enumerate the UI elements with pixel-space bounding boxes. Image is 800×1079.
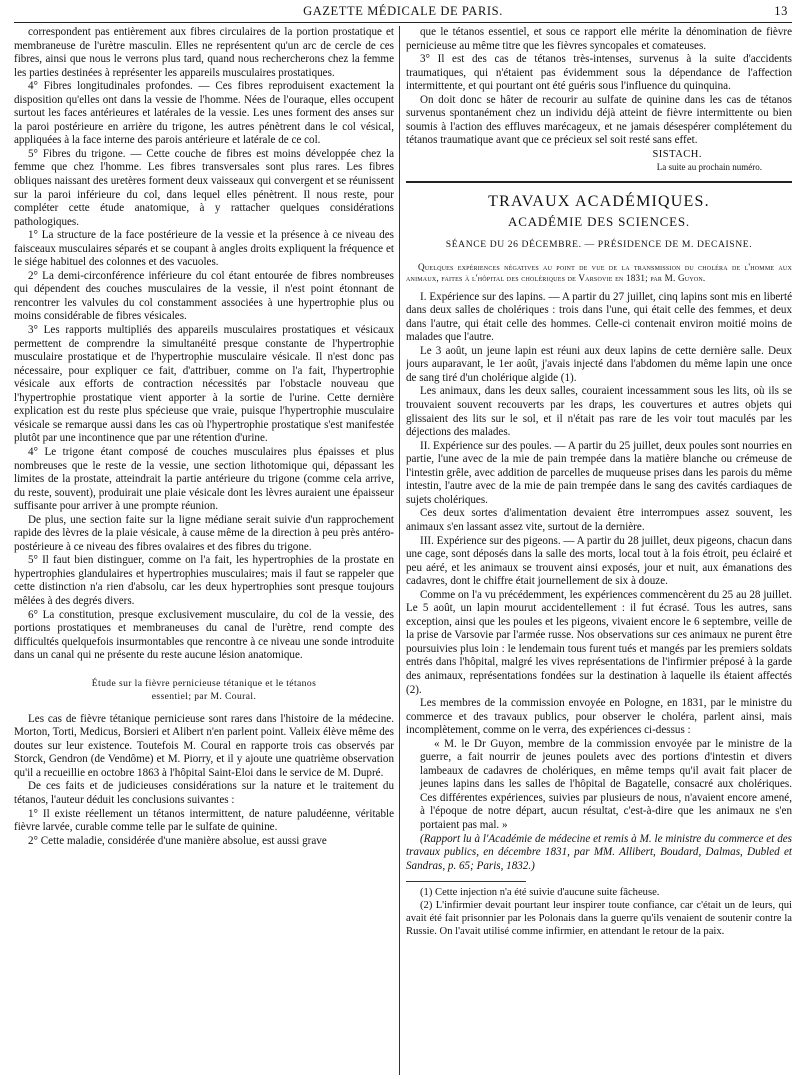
footnote: (2) L'infirmier devait pourtant leur inspirer toute confiance, car c'était un de leurs, qui avait été fait prisonnier par les Polonais dans la guerre qu'ils venaient de soutenir contre la Russie. On l'avait utilisé comme infirmier, en attendant le retour de la paix.	[406, 900, 792, 938]
paragraph: III. Expérience sur des pigeons. — A partir du 28 juillet, deux pigeons, chacun dans une cage, sont déposés dans la salle des morts, local tout à la fois étroit, peu éclairé et peu aéré, et les animaux se trouvent ainsi exposés, jour et nuit, aux émanations des cadavres, dont le chiffre était journellement de six à douze.	[406, 534, 792, 588]
paragraph: Ces deux sortes d'alimentation devaient être interrompues assez souvent, les animaux s'en lassant assez vite, surtout de la dernière.	[406, 507, 792, 533]
paragraph: On doit donc se hâter de recourir au sulfate de quinine dans les cas de tétanos survenus spontanément chez un individu déjà atteint de fièvre intermittente ou bien soumis à l'action des effluves marécageux, et ne jamais désespérer complétement du tétanos traumatique avant que ce précieux sel soit resté sans effet.	[406, 93, 792, 147]
paragraph: 6° La constitution, presque exclusivement musculaire, du col de la vessie, des portions prostatiques et membraneuses du canal de l'urètre, rend compte des difficultés quelquefois insurmontables que rencontre à ce niveau une sonde introduite dans un canal qui ne présente du reste aucune lésion anatomique.	[14, 608, 394, 662]
article-title-line: Étude sur la fièvre pernicieuse tétanique et le tétanos	[91, 677, 317, 689]
right-column	[406, 26, 792, 1075]
paragraph: 2° Cette maladie, considérée d'une manière absolue, est aussi grave	[28, 834, 327, 847]
report-reference: (Rapport lu à l'Académie de médecine et remis à M. le ministre du commerce et des travaux publics, en décembre 1831, par MM. Allibert, Boudard, Dalmas, Dubled et Sandras, p. 65; Paris, 1832.)	[406, 832, 792, 872]
paragraph: II. Expérience sur des poules. — A partir du 25 juillet, deux poules sont nourries en partie, l'une avec de la mie de pain trempée dans la matière blanche ou crémeuse de l'intestin grêle, avec addition de parcelles de muqueuse prises dans les parois du même intestin, l'autre avec de la mie de pain trempée dans le sang des cavités cardiaques de sujets cholériques.	[406, 439, 792, 506]
paragraph: 1° La structure de la face postérieure de la vessie et la présence à ce niveau des faisceaux musculaires séparés et se coupant à angles droits expliquent la fréquence et le siége habituel des colonnes et des vacuoles.	[14, 229, 394, 269]
running-head	[14, 0, 792, 23]
paragraph: 5° Fibres du trigone. — Cette couche de fibres est moins développée chez la femme que chez l'homme. Les fibres transversales sont plus rares. Les fibres obliques naissant des uretères forment deux vaisseaux qui convergent et se réunissent sur la paroi inférieure du col, dans lequel elles pénètrent. Il nous reste, pour compléter cette étude anatomique, à y rattacher quelques considérations pathologiques.	[14, 147, 394, 228]
academy-title: ACADÉMIE DES SCIENCES.	[508, 213, 690, 229]
columns	[14, 26, 792, 1075]
quotation: « M. le Dr Guyon, membre de la commission envoyée par le ministre de la guerre, a fait nourrir de jeunes poulets avec des portions d'intestin et divers lambeaux de cadavres de cholériques, en même temps qu'il avait fait placer de jeunes lapins dans les salles de l'hôpital de Bagatelle, consacré aux cholériques. Ces différentes expériences, suivies par plusieurs de nous, n'avaient encore amené, à l'époque de notre départ, aucun résultat, c'est-à-dire que les animaux ne s'en portaient pas mal. »	[420, 737, 792, 831]
article-heading: Quelques expériences négatives au point de vue de la transmission du choléra de l'homme aux animaux, faites à l'hôpital des cholériques de Varsovie en 1831; par M. Guyon.	[406, 261, 792, 284]
paragraph: Les cas de fièvre tétanique pernicieuse sont rares dans l'histoire de la médecine. Morton, Torti, Medicus, Borsieri et Alibert n'en parlent point. Valleix élève même des doutes sur leur existence. Toutefois M. Coural en rapporte trois cas observés par Storck, Gendron (de Vendôme) et M. Piorry, et il y ajoute une quatrième observation qu'il a recueillie en octobre 1863 à l'hôpital Saint-Eloi dans le service de M. Dupré.	[14, 712, 394, 779]
session-line: SÉANCE DU 26 DÉCEMBRE. — PRÉSIDENCE DE M. DECAISNE.	[445, 239, 753, 251]
section-title: TRAVAUX ACADÉMIQUES.	[488, 193, 710, 211]
footnote: (1) Cette injection n'a été suivie d'aucune suite fâcheuse.	[420, 887, 660, 899]
paragraph: 4° Le trigone étant composé de couches musculaires plus épaisses et plus nombreuses que le reste de la vessie, une section lithotomique qui, dépassant les limites de la prostate, atteindrait la partie antérieure du trigone (comme cela arrive, du reste, souvent), produirait une plaie vésicale dont les lèvres auraient une épaisseur suffisante pour arriver à une prompte réunion.	[14, 445, 394, 513]
paragraph: 3° Les rapports multipliés des appareils musculaires prostatiques et vésicaux permettent de comprendre la simultanéité presque constante de l'hypertrophie musculaire prostatique et de l'hypertrophie musculaire vésicale. Il n'est donc pas nécessaire, pour expliquer ce fait, d'attribuer, comme on l'a fait, l'hypertrophie vésicale aux efforts de contraction nécessités par l'obstacle nouveau que l'hypertrophie prostatique vient apporter à la sortie de l'urine. Cette dernière explication est du reste plus spécieuse que vraie, puisque l'hypertrophie musculaire vésicale se remarque aussi dans les cas où l'hypertrophie prostatique s'est manifestée plutôt par une incontinence que par une rétention d'urine.	[14, 324, 394, 445]
paragraph: Le 3 août, un jeune lapin est réuni aux deux lapins de cette dernière salle. Deux jours auparavant, le 1er août, j'avais injecté dans l'abdomen du même lapin une once de sang tiré d'un cholérique algide (1).	[406, 344, 792, 384]
article-title	[14, 677, 394, 703]
paragraph: correspondent pas entièrement aux fibres circulaires de la portion prostatique et membraneuse de l'urètre masculin. Elles ne représentent qu'un arc de cercle de ces fibres, ainsi que nous le verrons plus tard, quand nous rechercherons chez la femme les parties destinées à représenter les appareils musculaires prostatiques.	[14, 26, 394, 79]
section-divider	[406, 181, 792, 183]
author-signature: SISTACH.	[652, 148, 702, 160]
paragraph: 3° Il est des cas de tétanos très-intenses, survenus à la suite d'accidents traumatiques, qui n'étaient pas évidemment sous la dépendance de l'affection intermittente, et qui pourtant ont été guéris sous l'influence du quinquina.	[406, 53, 792, 93]
page-number: 13	[774, 4, 788, 18]
paragraph: 1° Il existe réellement un tétanos intermittent, de nature paludéenne, véritable fièvre larvée, curable comme telle par le sulfate de quinine.	[14, 807, 394, 834]
continued-note: La suite au prochain numéro.	[656, 162, 762, 173]
paragraph: 5° Il faut bien distinguer, comme on l'a fait, les hypertrophies de la prostate en hypertrophies glandulaires et hypertrophies musculaires; mais il faut se rappeler que cette distinction n'a rien d'absolu, car les deux hypertrophies sont presque toujours mêlées à des degrés divers.	[14, 554, 394, 607]
paragraph: I. Expérience sur des lapins. — A partir du 27 juillet, cinq lapins sont mis en liberté dans deux salles de cholériques : trois dans l'une, qui était celle des femmes, et deux dans l'autre, qui était celle des hommes. Celle-ci contenait environ moitié moins de malades que l'autre.	[406, 290, 792, 344]
article-title-line: essentiel; par M. Coural.	[151, 690, 257, 702]
paragraph: De plus, une section faite sur la ligne médiane serait suivie d'un rapprochement rapide des lèvres de la plaie vésicale, à cause même de la direction à peu près antéro-postérieure à ce niveau des fibres ovalaires et des fibres du trigone.	[14, 513, 394, 553]
journal-title: GAZETTE MÉDICALE DE PARIS.	[303, 4, 503, 18]
paragraph: Les membres de la commission envoyée en Pologne, en 1831, par le ministre du commerce et des travaux publics, pour observer le choléra, parlent ainsi, mais incomplètement, comme on le verra, des expériences ci-dessus :	[406, 697, 792, 737]
paragraph: 4° Fibres longitudinales profondes. — Ces fibres reproduisent exactement la disposition qu'elles ont dans la vessie de l'homme. Nées de l'ouraque, elles occupent surtout les faces antérieures et latérales de la vessie. Les unes forment des anses sur la paroi postérieure en arrière du trigone, les autres pénètrent dans le col vésical, appliquées à la face interne des parois antérieure et latérale de ce col.	[14, 80, 394, 147]
paragraph: 2° La demi-circonférence inférieure du col étant entourée de fibres nombreuses qui dépendent des couches musculaires de la vessie, il n'est point étonnant de rencontrer les valvules du col constamment associées à une hypertrophie plus ou moins considérable de fibres vésicales.	[14, 269, 394, 323]
paragraph: Comme on l'a vu précédemment, les expériences commencèrent du 25 au 28 juillet. Le 5 août, un lapin mourut accidentellement : il fut écrasé. Tous les autres, sans exception, ainsi que les poules et les pigeons, vivaient encore le 6 septembre, veille de la prise de Varsovie par l'armée russe. Nos observations sur ces animaux ne purent être poursuivies plus loin : le lendemain tous furent tués et mangés par les premiers soldats entrés dans l'hôpital, malgré les vives représentations de l'infirmier préposé à la garde des animaux, représentations fondées sur la destination à laquelle ils étaient affectés (2).	[406, 588, 792, 696]
paragraph: Les animaux, dans les deux salles, couraient incessamment sous les lits, où ils se trouvaient souvent recouverts par les draps, les couvertures et autres objets qui glissaient des lits sur le sol, et il n'était pas rare de les voir tout maculés par les déjections des malades.	[406, 385, 792, 439]
paragraph: De ces faits et de judicieuses considérations sur la nature et le traitement du tétanos, l'auteur déduit les conclusions suivantes :	[14, 780, 394, 806]
paragraph: que le tétanos essentiel, et sous ce rapport elle mérite la dénomination de fièvre pernicieuse au même titre que les fièvres syncopales et comateuses.	[406, 26, 792, 52]
footnote-rule	[406, 881, 526, 882]
left-column	[14, 26, 394, 1075]
